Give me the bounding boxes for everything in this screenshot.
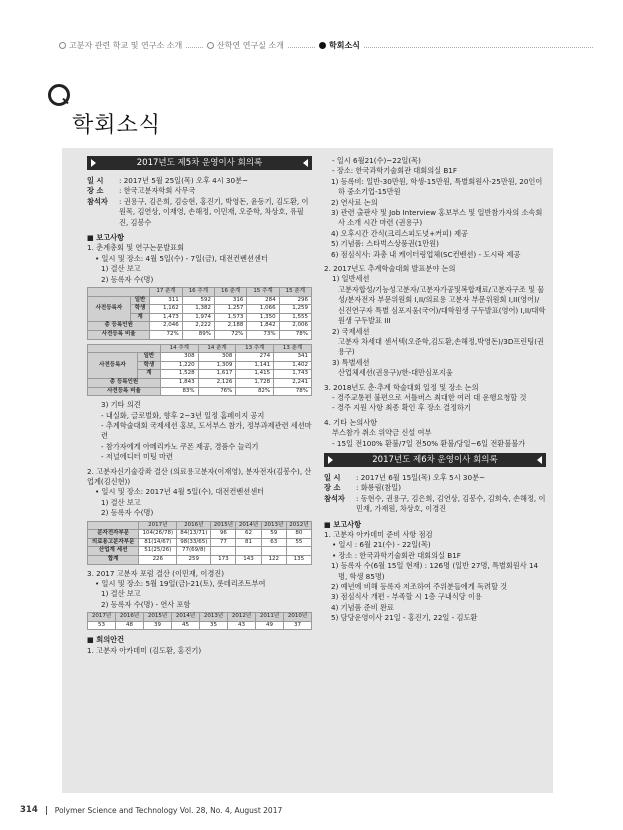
table-cell: 48: [116, 621, 144, 630]
table-header-cell: 2014년: [172, 613, 200, 622]
table-cell: 84(13/71): [177, 530, 211, 539]
table-cell: [236, 547, 261, 556]
table-cell: 2,046: [150, 322, 182, 331]
agenda-item-2-sub1: 1) 일반세션: [332, 274, 370, 284]
table-cell: 77(69/8): [177, 547, 211, 556]
table-row-label: 계: [137, 370, 160, 379]
table-cell: 51(25/26): [139, 547, 177, 556]
agenda-item-2-sub1-body: 고분자합성/기능성고분자/고분자가공및복합재료/고분자구조 및 물성/분자전자 부문위원회 I,II/의료용 고분자 부문위원회 I,II(영어)/신진연구자 특별 심포지움(국어)/대학원생 구두발표(영어) I,II/대학원생 구두발표 III: [338, 284, 546, 326]
table-cell: 311: [150, 296, 182, 305]
table-cell: 35: [200, 621, 228, 630]
agenda-item-2-sub2: 2) 국제세션: [332, 326, 370, 336]
table-cell: 259: [177, 556, 211, 565]
table-row-label: 총 등록인원: [88, 379, 161, 388]
table-header-cell: 2015년: [144, 613, 172, 622]
agenda-item-3-line: - 경주 지원 사항 최종 확인 후 장소 결정하기: [332, 403, 471, 413]
report-item-2-title: 2. 고분자신기술강좌 결산 (의료용고분자(이재영), 분자전자(김봉수), 산업계(김신현)): [87, 466, 312, 487]
table-cell: 1,141: [236, 361, 274, 370]
table-row-label: 산업계 세션: [88, 547, 139, 556]
nav-item-label: 학회소식: [329, 41, 360, 50]
table-cell: 1,473: [150, 313, 182, 322]
agenda-item-4-line: 부스참가 취소 위약금 신설 여부: [332, 428, 432, 438]
table-cell: 53: [88, 621, 116, 630]
table-cell: 81(14/67): [139, 538, 177, 547]
meeting6-attendees: 참석자 : 동현수, 권용구, 김은희, 김연상, 김봉수, 김희숙, 손해정, 이민재, 가재원, 차상호, 이경진: [324, 493, 546, 514]
table-header-cell: 13 추계: [236, 344, 274, 353]
table-cell: 122: [261, 556, 286, 565]
opinion-line: - 추계학술대회 국제세션 홍보, 도서부스 참가, 정부과제관련 세션마련: [101, 421, 312, 441]
table-header-cell: 15 춘계: [279, 288, 311, 297]
footer-divider: [46, 806, 47, 815]
meeting6-sub-item: 2) 예년에 비해 등록자 저조하여 주위분들에게 독려할 것: [331, 582, 508, 592]
agenda-sub-item: 1) 등록비: 일반-30만원, 학생-15만원, 특별회원사-25만원, 20인이하 중소기업-15만원: [331, 176, 543, 197]
agenda-item-3-title: 3. 2018년도 춘·추계 학술대회 일정 및 장소 논의: [324, 382, 479, 392]
table-cell: 73%: [247, 331, 279, 340]
table-header-cell: 2017년: [88, 613, 116, 622]
table-cell: 1,842: [247, 322, 279, 331]
table-header-cell: 2016년: [177, 521, 211, 530]
table-cell: 72%: [215, 331, 247, 340]
meeting6-sub-item: 1) 등록자 수(6월 15일 현재) : 126명 (일반 27명, 특별회원사 14명, 학생 85명): [331, 561, 539, 581]
meeting6-title: 2017년도 제6차 운영이사 회의록: [324, 453, 546, 467]
report-item-1-sub1: 1) 결산 보고: [101, 264, 141, 274]
table-cell: 2,126: [198, 379, 236, 388]
report-item-2-sub2: 2) 등록자 수(명): [101, 508, 154, 518]
report-item-3-date: • 일시 및 장소: 5월 19일(금)-21(토), 롯데리조트부여: [95, 579, 266, 589]
agenda-item-3-line: - 경주교통편 불편으로 서틀버스 최대한 여러 대 운행요청할 것: [332, 392, 527, 402]
table-cell: 63: [261, 538, 286, 547]
agenda-sub-item: 6) 점심식사: 과총 내 케이터링업체(SC컨벤션) - 도시락 제공: [331, 249, 521, 259]
report-item-1-date: • 일시 및 장소: 4월 5일(수) - 7일(금), 대전컨벤션센터: [95, 253, 268, 263]
page-title: 학회소식: [72, 113, 162, 138]
nav-item-society-news[interactable]: [315, 40, 364, 51]
agenda-item-2-title: 2. 2017년도 추계학술대회 발표분야 논의: [324, 264, 456, 274]
table-header-cell: 14 춘계: [198, 344, 236, 353]
table-cell: 1,415: [236, 370, 274, 379]
meeting6-date: 일 시 : 2017년 6월 15일(목) 오후 5시 30분~: [324, 472, 486, 482]
meeting6-sub-item: 4) 기념품 준비 완료: [331, 602, 394, 612]
agenda-item-2-sub3-body: 산업체세션(권용구)/한-대만심포지움: [338, 368, 453, 378]
table-cell: 1,257: [215, 305, 247, 314]
top-navigation: [55, 40, 593, 56]
table-header-cell: 2011년: [256, 613, 284, 622]
table-cell: 316: [215, 296, 247, 305]
table-cell: 1,974: [182, 313, 214, 322]
table-cell: 80: [286, 530, 311, 539]
table-header-cell: [88, 521, 139, 530]
table-row-label: 분자전자부문: [88, 530, 139, 539]
table-cell: 2,006: [279, 322, 311, 331]
agenda-item-1-title: 1. 고분자 아카데미 (김도환, 홍진기): [87, 645, 202, 655]
report-heading: ■ 보고사항: [87, 233, 125, 243]
opinion-line: - 저널에디터 미팅 마련: [101, 452, 173, 462]
report-item-1-sub2: 2) 등록자 수(명): [101, 274, 154, 284]
table-cell: 296: [279, 296, 311, 305]
agenda-item-4-line: - 15일 전100% 환불/7일 전50% 환불/당일~6일 전환불불가: [332, 438, 526, 448]
agenda-item-1-place: - 장소: 한국과학기술회관 대회의실 B1F: [332, 166, 457, 176]
table-cell: 2,241: [274, 379, 312, 388]
table-cell: 173: [211, 556, 236, 565]
table-cell: 1,220: [160, 361, 198, 370]
table-cell: 1,528: [160, 370, 198, 379]
table-cell: 1,309: [198, 361, 236, 370]
agenda-heading: ■ 회의안건: [87, 635, 125, 645]
table-cell: 72%: [150, 331, 182, 340]
table-header-cell: 2014년: [236, 521, 261, 530]
table-cell: 98(33/65): [177, 538, 211, 547]
table-cell: 1,402: [274, 361, 312, 370]
table-header-cell: 14 추계: [160, 344, 198, 353]
table-cell: 1,617: [198, 370, 236, 379]
meeting6-sub-item: 5) 담당운영이사 21일 - 홍진기, 22일 - 김도환: [331, 613, 478, 623]
right-column: [324, 156, 546, 624]
table-cell: 341: [274, 353, 312, 362]
table-row-label: 일반: [137, 353, 160, 362]
meeting6-place: 장 소 : 화룡림(참일): [324, 483, 402, 493]
opinion-line: - 내실화, 글로벌화, 향후 2~3년 일정 홈페이지 공지: [101, 410, 265, 420]
table-cell: 1,350: [247, 313, 279, 322]
journal-citation: Polymer Science and Technology Vol. 28, No. 4, August 2017: [54, 805, 283, 815]
table-cell: 1,066: [247, 305, 279, 314]
meeting6-sub-item: 3) 점심식사 개편 - 부족할 시 1층 구내식당 이용: [331, 592, 482, 602]
table-header-cell: 2016년: [116, 613, 144, 622]
report-item-1-title: 1. 춘계총회 및 연구논문발표회: [87, 243, 185, 253]
bullet-icon: [59, 42, 66, 49]
agenda-sub-item: 4) 오후시간 간식(크리스피도넛+커피) 제공: [331, 228, 468, 238]
table-cell: 226: [139, 556, 177, 565]
table-cell: 83%: [160, 387, 198, 396]
table-header-cell: 15 추계: [247, 288, 279, 297]
table-cell: 78%: [279, 331, 311, 340]
table-cell: 39: [144, 621, 172, 630]
table-cell: 284: [247, 296, 279, 305]
table-header-cell: 2012년: [228, 613, 256, 622]
table-row-label: 합계: [88, 556, 139, 565]
table-cell: 1,259: [279, 305, 311, 314]
table-header-cell: 2017년: [139, 521, 177, 530]
table-cell: 59: [261, 530, 286, 539]
table-cell: 1,728: [236, 379, 274, 388]
table-row-label: 계: [130, 313, 150, 322]
report-item-3-sub1: 1) 결산 보고: [101, 589, 141, 599]
table-cell: 82%: [236, 387, 274, 396]
report-item-3-sub2: 2) 등록자 수(명) - 연사 포함: [101, 599, 191, 609]
report-item-3-title: 3. 2017 고분자 포럼 결산 (이민재, 이경진): [87, 568, 225, 578]
table-cell: [211, 547, 236, 556]
page-footer: [20, 805, 282, 815]
table-cell: [286, 547, 311, 556]
table-cell: [261, 547, 286, 556]
table-header-cell: 13 춘계: [274, 344, 312, 353]
meeting5-attendees: 참석자 : 권용구, 김은희, 김승현, 홍진기, 박영돈, 윤동기, 김도환, 이원목, 김연상, 이재영, 손해정, 이민재, 오준학, 차상호, 유필진, 김봉수: [87, 196, 309, 227]
table-cell: 143: [236, 556, 261, 565]
table-header-cell: 16 춘계: [215, 288, 247, 297]
meeting5-place: 장 소 : 한국고분자학회 사무국: [87, 186, 196, 196]
table-group-label: 사전등록자: [88, 353, 138, 379]
table-cell: 43: [228, 621, 256, 630]
table-cell: 37: [284, 621, 312, 630]
nav-item-institutes[interactable]: [55, 40, 186, 51]
table-header-cell: 2015년: [211, 521, 236, 530]
table-header-cell: 2013년: [200, 613, 228, 622]
nav-item-label: 산학연 연구실 소개: [217, 41, 284, 50]
table-row-label: 의료용고분자부문: [88, 538, 139, 547]
table-row-label: 사전등록 비율: [88, 387, 161, 396]
agenda-sub-item: 5) 기념품: 스타벅스상품권(1만원): [331, 239, 439, 249]
meeting6-report-heading: ■ 보고사항: [324, 519, 362, 529]
table-cell: 592: [182, 296, 214, 305]
table-row-label: 사전등록 비율: [88, 331, 150, 340]
table-cell: 274: [236, 353, 274, 362]
table-header-cell: 2012년: [286, 521, 311, 530]
table-cell: 2,222: [182, 322, 214, 331]
table-cell: 1,573: [215, 313, 247, 322]
meeting6-item-1-place: • 장소 : 한국과학기술회관 대회의실 B1F: [332, 550, 461, 560]
table-cell: 81: [236, 538, 261, 547]
opinion-line: - 참가자에게 아메리카노 쿠폰 제공, 경품수 늘리기: [101, 441, 259, 451]
table-cell: 1,382: [182, 305, 214, 314]
forum-registration-table: [87, 612, 312, 630]
table-cell: 1,162: [150, 305, 182, 314]
bullet-icon: [319, 42, 326, 49]
table-header-cell: 2010년: [284, 613, 312, 622]
table-cell: 76%: [198, 387, 236, 396]
table-cell: 77: [211, 538, 236, 547]
table-row-label: 일반: [130, 296, 150, 305]
table-cell: 89%: [182, 331, 214, 340]
registration-table-1: [87, 287, 312, 340]
registration-table-2: [87, 344, 312, 397]
agenda-item-2-sub3: 3) 특별세션: [332, 357, 370, 367]
table-cell: [88, 288, 150, 297]
agenda-item-4-title: 4. 기타 논의사항: [324, 417, 378, 427]
agenda-item-2-sub2-body: 고분자 차세대 센서텍(오준학,김도환,손해정,박영돈)/3D프린팅(권용구): [338, 336, 544, 357]
report-item-1-sub3: 3) 기타 의견: [101, 400, 141, 410]
page-number: 314: [20, 805, 38, 815]
table-cell: 49: [256, 621, 284, 630]
agenda-sub-item: 3) 관련 출판사 및 Job Interview 홍보부스 및 일반참가자의 소속회사 소개 시간 마련 (권용구): [331, 208, 543, 228]
table-header-cell: 16 추계: [182, 288, 214, 297]
meeting5-date: 일 시 : 2017년 5월 25일(목) 오후 4시 30분~: [87, 176, 249, 185]
report-item-2-sub1: 1) 결산 보고: [101, 497, 141, 507]
agenda-item-1-date: - 일시 6월21(수)~22일(목): [332, 156, 421, 165]
table-cell: 1,843: [160, 379, 198, 388]
table-row-label: 학생: [130, 305, 150, 314]
table-cell: 104(26/78): [139, 530, 177, 539]
nav-item-labs[interactable]: [203, 40, 288, 51]
table-cell: [88, 344, 161, 353]
agenda-sub-item: 2) 연사료 논의: [331, 197, 378, 207]
table-cell: 1,555: [279, 313, 311, 322]
table-cell: 96: [211, 530, 236, 539]
table-cell: 55: [286, 538, 311, 547]
table-header-cell: 2013년: [261, 521, 286, 530]
table-header-cell: 17 춘계: [150, 288, 182, 297]
content-panel: [62, 148, 553, 793]
meeting5-title: 2017년도 제5차 운영이사 회의록: [87, 156, 312, 170]
table-cell: 45: [172, 621, 200, 630]
table-cell: 62: [236, 530, 261, 539]
table-cell: 308: [160, 353, 198, 362]
meeting6-item-1-date: • 일시 : 6월 21(수) - 22일(목): [332, 540, 431, 550]
report-item-2-date: • 일시 및 장소: 2017년 4월 5일(수), 대전컨벤션센터: [95, 487, 265, 497]
table-cell: 308: [198, 353, 236, 362]
bullet-icon: [207, 42, 214, 49]
nav-item-label: 고분자 관련 학교 및 연구소 소개: [69, 41, 183, 50]
meeting6-item-1-title: 1. 고분자 아카데미 준비 사항 점검: [324, 530, 433, 539]
table-cell: 135: [286, 556, 311, 565]
table-cell: 78%: [274, 387, 312, 396]
table-row-label: 학생: [137, 361, 160, 370]
table-group-label: 사전등록자: [88, 296, 131, 322]
table-row-label: 총 등록인원: [88, 322, 150, 331]
table-cell: 2,188: [215, 322, 247, 331]
table-cell: 1,743: [274, 370, 312, 379]
left-column: [87, 156, 312, 656]
registration-table-3: [87, 521, 312, 565]
